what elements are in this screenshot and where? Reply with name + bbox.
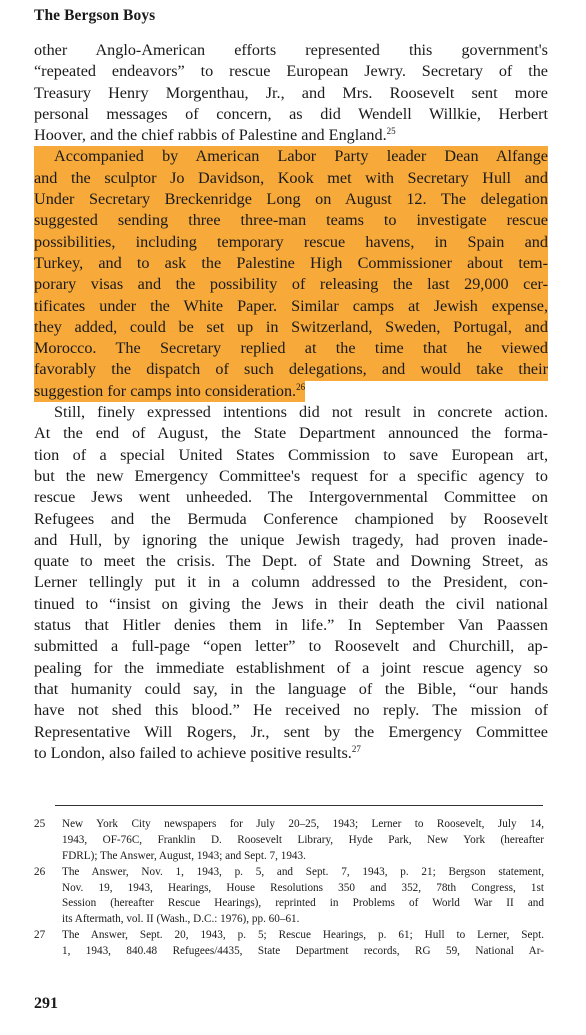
footnote-line: Nov. 19, 1943, Hearings, House Resolutions 350 and 352, 78th Congress, 1st (62, 881, 544, 894)
text-line: Accompanied by American Labor Party leader Dean Alfange (54, 147, 548, 166)
footnote-line: FDRL); The Answer, August, 1943; and Sept. 7, 1943. (62, 849, 306, 862)
footnote-number: 27 (34, 929, 46, 942)
text-line: Representative Will Rogers, Jr., sent by the Emergency Committee (34, 722, 548, 741)
text-line: quate to meet the crisis. The Dept. of State and Downing Street, as (34, 552, 548, 571)
text-line: tificates under the White Paper. Similar camps at Jewish expense, (34, 296, 548, 315)
text-line: Under Secretary Breckenridge Long on August 12. The delegation (34, 190, 548, 209)
text-line-content: to London, also failed to achieve positive results. (34, 743, 352, 762)
highlight-band (34, 338, 548, 359)
text-line: they added, could be set up in Switzerland, Sweden, Portugal, and (34, 317, 548, 336)
text-line: At the end of August, the State Department announced the forma- (34, 424, 548, 443)
highlight-band (34, 168, 548, 189)
highlight-band (34, 359, 548, 380)
highlight-band (34, 146, 548, 167)
highlight-band (34, 189, 548, 210)
footnote-line: New York City newspapers for July 20–25, 1943; Lerner to Roosevelt, July 14, (62, 818, 544, 830)
footnote-ref: 26 (296, 381, 306, 392)
highlight-band (34, 296, 548, 317)
text-line: possibilities, including temporary rescue havens, in Spain and (34, 232, 548, 251)
text-line: Turkey, and to ask the Palestine High Commissioner about tem- (34, 253, 548, 272)
highlight-band (34, 317, 548, 338)
footnote-ref: 25 (386, 126, 396, 137)
paragraph-1 (34, 40, 548, 146)
highlight-band (34, 210, 548, 231)
page-number: 291 (34, 995, 58, 1012)
text-line (34, 381, 305, 402)
highlight-band (34, 274, 548, 295)
footnote-divider (55, 805, 543, 806)
footnote-27 (34, 928, 544, 960)
footnote-26 (34, 865, 544, 929)
text-line: pealing for the immediate establishment of a joint rescue agency so (34, 658, 548, 677)
footnote-line: Session (hereafter Rescue Hearings), reprinted in Problems of World War II and (62, 897, 544, 910)
text-line: have not shed this blood.” He received no reply. The mission of (34, 701, 548, 720)
footnote-number: 25 (34, 818, 46, 830)
text-line-content: suggestion for camps into consideration. (34, 381, 297, 400)
text-line: suggested sending three three-man teams to investigate rescue (34, 211, 548, 230)
text-line: Treasury Henry Morgenthau, Jr., and Mrs. Roosevelt sent more (34, 83, 548, 102)
text-line: porary visas and the possibility of releasing the last 29,000 cer- (34, 275, 548, 294)
text-line: Still, finely expressed intentions did not result in concrete action. (54, 403, 548, 422)
text-line: “repeated endeavors” to rescue European Jewry. Secretary of the (34, 62, 548, 81)
body-text (34, 40, 548, 764)
footnote-line: 1, 1943, 840.48 Refugees/4435, State Department records, RG 59, National Ar- (62, 945, 544, 958)
highlight-band (34, 381, 305, 402)
footnotes (34, 817, 544, 960)
text-line: but the new Emergency Committee's request for a specific agency to (34, 466, 548, 485)
footnote-line: 1943, OF-76C, Franklin D. Roosevelt Library, Hyde Park, New York (hereafter (62, 833, 544, 846)
text-line: Refugees and the Bermuda Conference championed by Roosevelt (34, 509, 548, 528)
text-line (34, 125, 548, 146)
text-line-content: Hoover, and the chief rabbis of Palestine and England. (34, 126, 387, 145)
footnote-line: The Answer, Nov. 1, 1943, p. 5, and Sept. 7, 1943, p. 21; Bergson statement, (62, 865, 544, 878)
text-line: submitted a full-page “open letter” to Roosevelt and Churchill, ap- (34, 637, 548, 656)
footnote-number: 26 (34, 865, 46, 878)
text-line: that humanity could say, in the language of the Bible, “our hands (34, 679, 548, 698)
footnote-line: The Answer, Sept. 20, 1943, p. 5; Rescue Hearings, p. 61; Hull to Lerner, Sept. (62, 929, 544, 942)
text-line: status that Hitler denies them in life.” In September Van Paassen (34, 616, 548, 635)
text-line: and the sculptor Jo Davidson, Kook met with Secretary Hull and (34, 168, 548, 187)
footnote-line: its Aftermath, vol. II (Wash., D.C.: 1976), pp. 60–61. (62, 913, 300, 926)
paragraph-3 (34, 402, 548, 764)
footnote-25 (34, 817, 544, 865)
text-line: rescue Jews went unheeded. The Intergovernmental Committee on (34, 488, 548, 507)
highlighted-paragraph (30, 146, 552, 402)
text-line: favorably the dispatch of such delegations, and would take their (34, 360, 548, 379)
running-head: The Bergson Boys (34, 7, 156, 24)
text-line: personal messages of concern, as did Wendell Willkie, Herbert (34, 104, 548, 123)
highlight-band (34, 232, 548, 253)
text-line: and Hull, by ignoring the unique Jewish tragedy, had proven inade- (34, 530, 548, 549)
highlight-band (34, 253, 548, 274)
text-line: Lerner tellingly put it in a column addressed to the President, con- (34, 573, 548, 592)
text-line: Morocco. The Secretary replied at the time that he viewed (34, 339, 548, 358)
footnote-ref: 27 (351, 743, 361, 754)
text-line (34, 743, 548, 764)
text-line: tinued to “insist on giving the Jews in their death the civil national (34, 594, 548, 613)
text-line: other Anglo-American efforts represented this government's (34, 41, 548, 59)
text-line: tion of a special United States Commission to save European art, (34, 445, 548, 464)
